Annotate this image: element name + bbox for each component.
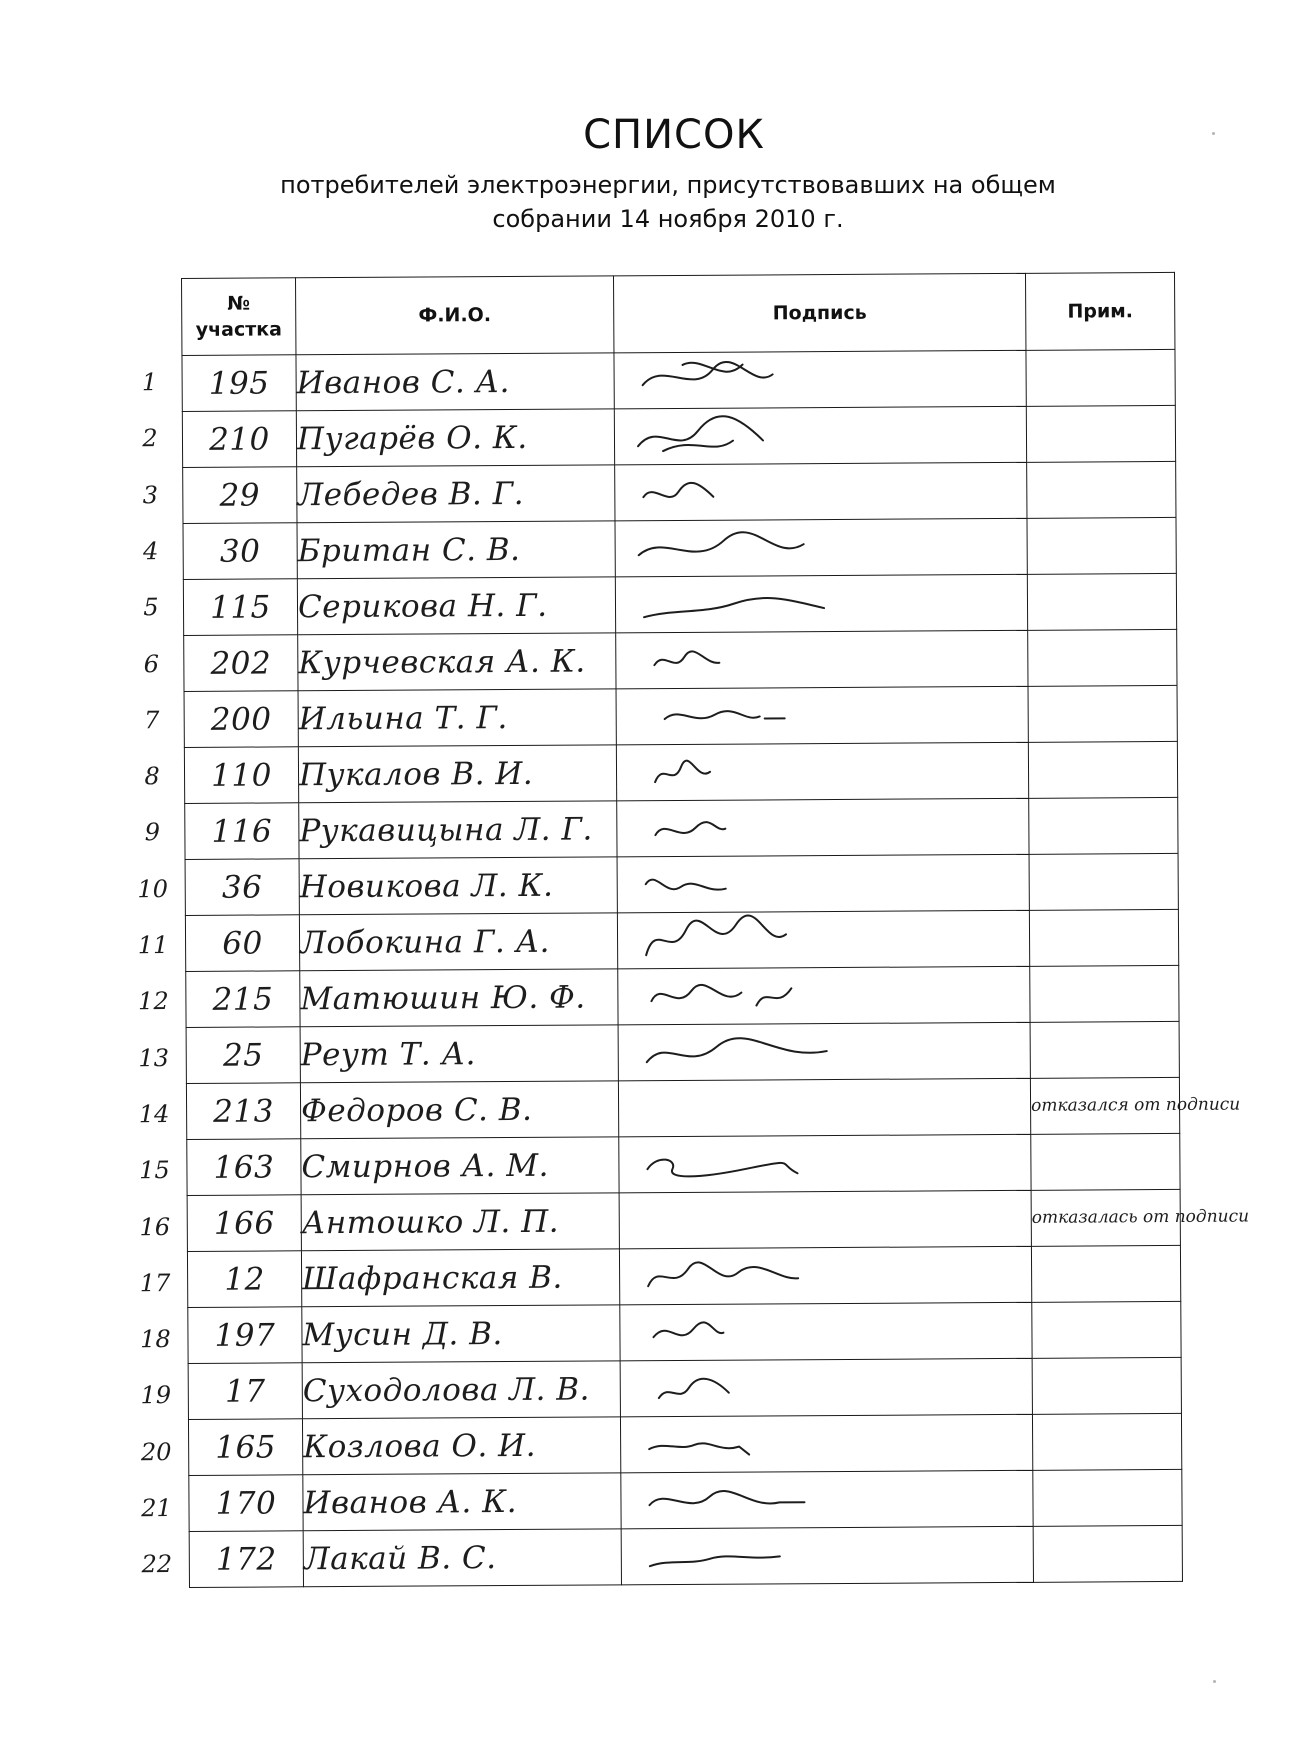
- signature-stroke: [646, 879, 726, 890]
- plot-number-cell: 165: [188, 1419, 302, 1476]
- table-row: [189, 1469, 1182, 1531]
- table-row: [183, 517, 1176, 579]
- signature-mark: [623, 410, 853, 461]
- full-name-cell: Пугарёв О. К.: [296, 409, 614, 467]
- signature-cell: [618, 966, 1030, 1025]
- table-row: [189, 1525, 1182, 1587]
- signature-stroke: [665, 711, 785, 719]
- row-number: 15: [139, 1156, 170, 1185]
- full-name-cell: Матюшин Ю. Ф.: [300, 969, 618, 1027]
- signature-cell: [617, 910, 1029, 969]
- signature-mark: [629, 1418, 859, 1469]
- signature-stroke: [655, 760, 710, 782]
- table-row: [183, 461, 1176, 523]
- signature-mark: [624, 578, 854, 629]
- note-cell: [1032, 1357, 1181, 1414]
- note-cell: [1028, 685, 1177, 742]
- signature-stroke: [638, 416, 763, 451]
- signature-cell: [618, 1022, 1030, 1081]
- table-row: [183, 573, 1176, 635]
- signature-stroke: [653, 1322, 723, 1337]
- signature-cell: [619, 1134, 1031, 1193]
- row-number: 2: [142, 424, 158, 453]
- signature-stroke: [654, 651, 719, 665]
- note-cell: отказался от подписи: [1030, 1077, 1179, 1134]
- row-number: 6: [143, 649, 160, 678]
- row-number: 9: [144, 818, 161, 847]
- note-cell: [1029, 853, 1178, 910]
- signature-mark: [626, 970, 856, 1021]
- full-name-cell: Курчевская А. К.: [298, 633, 616, 691]
- header-full-name: Ф.И.О.: [296, 276, 614, 355]
- full-name-cell: Антошко Л. П.: [301, 1193, 619, 1251]
- signature-mark: [626, 858, 856, 909]
- signature-mark: [625, 746, 855, 797]
- header-signature: Подпись: [613, 273, 1025, 353]
- plot-number-cell: 200: [184, 691, 298, 748]
- full-name-cell: Ильина Т. Г.: [298, 689, 616, 747]
- signature-stroke: [650, 1556, 780, 1566]
- signature-cell: [617, 854, 1029, 913]
- plot-number-cell: 30: [183, 523, 297, 580]
- row-number: 5: [143, 593, 159, 622]
- full-name-cell: Лебедев В. Г.: [297, 465, 615, 523]
- signature-stroke: [644, 598, 824, 618]
- plot-number-cell: 163: [187, 1139, 301, 1196]
- table-row: [185, 797, 1178, 859]
- row-number: 22: [141, 1550, 173, 1579]
- signature-cell: [616, 742, 1028, 801]
- note-cell: [1026, 349, 1175, 406]
- row-number: 19: [140, 1381, 172, 1410]
- note-cell: [1027, 517, 1176, 574]
- table-header-row: [182, 272, 1175, 355]
- full-name-cell: Мусин Д. В.: [302, 1305, 620, 1363]
- header-plot-number-line1: №: [227, 292, 251, 315]
- note-cell: [1030, 1021, 1179, 1078]
- note-cell: [1028, 741, 1177, 798]
- signature-stroke: [648, 1262, 798, 1286]
- note-cell: [1026, 405, 1175, 462]
- full-name-cell: Британ С. В.: [297, 521, 615, 579]
- signature-cell: [615, 518, 1027, 577]
- row-number: 14: [138, 1099, 170, 1129]
- row-number: 16: [139, 1212, 171, 1241]
- row-number: 1: [141, 368, 158, 397]
- document-subtitle: [193, 168, 1143, 236]
- row-number: 13: [138, 1043, 170, 1072]
- note-cell: [1029, 797, 1178, 854]
- full-name-cell: Пукалов В. И.: [298, 745, 616, 803]
- note-cell: [1033, 1525, 1182, 1582]
- signature-stroke: [655, 822, 725, 835]
- signature-mark: [630, 1530, 860, 1581]
- plot-number-cell: 195: [182, 355, 296, 412]
- signature-cell: [620, 1358, 1032, 1417]
- full-name-cell: Лобокина Г. А.: [299, 913, 617, 971]
- row-number: 3: [142, 480, 159, 509]
- table-body: [182, 349, 1250, 1587]
- plot-number-cell: 170: [189, 1475, 303, 1532]
- signature-mark: [624, 634, 854, 685]
- full-name-cell: Смирнов А. М.: [301, 1137, 619, 1195]
- signature-mark: [622, 354, 852, 405]
- full-name-cell: Серикова Н. Г.: [297, 577, 615, 635]
- plot-number-cell: 213: [186, 1083, 300, 1140]
- full-name-cell: Козлова О. И.: [302, 1417, 620, 1475]
- note-cell: [1032, 1301, 1181, 1358]
- signature-stroke: [649, 1443, 749, 1455]
- header-note: Прим.: [1025, 272, 1174, 350]
- signature-cell: [620, 1414, 1032, 1473]
- full-name-cell: Федоров С. В.: [300, 1081, 618, 1139]
- note-cell: [1027, 461, 1176, 518]
- signature-cell: [618, 1078, 1030, 1137]
- signature-mark: [627, 1026, 857, 1077]
- row-number: 10: [137, 874, 169, 903]
- signature-cell: [614, 350, 1026, 409]
- note-cell: отказалась от подписи: [1031, 1189, 1180, 1246]
- plot-number-cell: 172: [189, 1531, 303, 1588]
- row-number: 20: [140, 1437, 172, 1466]
- signature-cell: [616, 630, 1028, 689]
- full-name-cell: Иванов А. К.: [303, 1473, 621, 1531]
- signature-mark: [628, 1306, 858, 1357]
- table-row: [186, 965, 1179, 1027]
- plot-number-cell: 110: [184, 747, 298, 804]
- plot-number-cell: 60: [185, 915, 299, 972]
- signature-stroke: [643, 362, 773, 386]
- table-row: [182, 349, 1175, 411]
- full-name-cell: Рукавицына Л. Г.: [299, 801, 617, 859]
- plot-number-cell: 36: [185, 859, 299, 916]
- row-number: 11: [137, 931, 169, 960]
- plot-number-cell: 210: [182, 411, 296, 468]
- signature-mark: [629, 1474, 859, 1525]
- signature-cell: [615, 462, 1027, 521]
- table-row: [187, 1133, 1180, 1195]
- signature-mark: [629, 1362, 859, 1413]
- row-number: 21: [141, 1494, 172, 1523]
- row-number: 12: [138, 987, 169, 1016]
- signature-stroke: [647, 1159, 797, 1177]
- table-row: [184, 629, 1177, 691]
- row-number: 7: [143, 705, 160, 735]
- plot-number-cell: 12: [187, 1251, 301, 1308]
- signature-cell: [621, 1526, 1033, 1585]
- plot-number-cell: 115: [183, 579, 297, 636]
- signature-cell: [621, 1470, 1033, 1529]
- signature-cell: [615, 574, 1027, 633]
- note-cell: [1031, 1245, 1180, 1302]
- note-cell: [1029, 909, 1178, 966]
- signature-cell: [620, 1302, 1032, 1361]
- subtitle-line-2: собрании 14 ноября 2010 г.: [492, 205, 844, 233]
- signature-mark: [627, 1138, 857, 1189]
- full-name-cell: Иванов С. А.: [296, 353, 614, 411]
- note-cell: [1027, 573, 1176, 630]
- signature-stroke: [647, 1038, 827, 1062]
- table-row: [182, 405, 1175, 467]
- attendance-sheet: [137, 272, 1250, 1607]
- signature-mark: [623, 466, 853, 517]
- signature-stroke: [643, 483, 713, 497]
- signature-stroke: [651, 984, 791, 1006]
- full-name-cell: Шафранская В.: [301, 1249, 619, 1307]
- signature-stroke: [646, 915, 786, 955]
- table-row: [186, 1077, 1179, 1139]
- signature-cell: [619, 1190, 1031, 1249]
- plot-number-cell: 202: [184, 635, 298, 692]
- scan-speck: [1212, 132, 1215, 135]
- signature-mark: [624, 522, 854, 573]
- signature-mark: [625, 802, 855, 853]
- table-row: [188, 1413, 1181, 1475]
- table-row: [188, 1301, 1181, 1363]
- attendance-table: [181, 272, 1250, 1588]
- signature-cell: [617, 798, 1029, 857]
- full-name-cell: Реут Т. А.: [300, 1025, 618, 1083]
- row-number: 18: [140, 1325, 171, 1354]
- signature-cell: [614, 406, 1026, 465]
- signature-cell: [619, 1246, 1031, 1305]
- row-number: 8: [144, 762, 160, 791]
- table-row: [186, 1021, 1179, 1083]
- full-name-cell: Лакай В. С.: [303, 1529, 621, 1587]
- subtitle-line-1: потребителей электроэнергии, присутствовавших на общем: [280, 171, 1056, 199]
- signature-mark: [626, 914, 856, 965]
- table-row: [187, 1245, 1180, 1307]
- table-row: [184, 685, 1177, 747]
- plot-number-cell: 197: [188, 1307, 302, 1364]
- table-row: [188, 1357, 1181, 1419]
- row-number: 4: [142, 537, 159, 566]
- full-name-cell: Новикова Л. К.: [299, 857, 617, 915]
- full-name-cell: Суходолова Л. В.: [302, 1361, 620, 1419]
- plot-number-cell: 29: [183, 467, 297, 524]
- signature-stroke: [639, 532, 804, 555]
- signature-stroke: [659, 1379, 729, 1398]
- row-number: 17: [139, 1268, 171, 1298]
- signature-cell: [616, 686, 1028, 745]
- plot-number-cell: 166: [187, 1195, 301, 1252]
- header-plot-number: [182, 278, 296, 356]
- signature-stroke: [649, 1491, 804, 1506]
- table-row: [185, 853, 1178, 915]
- signature-mark: [628, 1250, 858, 1301]
- table-row: [185, 909, 1178, 971]
- plot-number-cell: 17: [188, 1363, 302, 1420]
- plot-number-cell: 215: [186, 971, 300, 1028]
- header-plot-number-line2: участка: [195, 318, 283, 341]
- note-cell: [1028, 629, 1177, 686]
- plot-number-cell: 116: [185, 803, 299, 860]
- note-cell: [1032, 1413, 1181, 1470]
- note-cell: [1030, 965, 1179, 1022]
- signature-mark: [625, 690, 855, 741]
- scan-speck: [1213, 1680, 1216, 1683]
- note-cell: [1033, 1469, 1182, 1526]
- plot-number-cell: 25: [186, 1027, 300, 1084]
- table-row: [187, 1189, 1180, 1251]
- table-row: [184, 741, 1177, 803]
- document-title: СПИСОК: [583, 112, 765, 158]
- note-cell: [1031, 1133, 1180, 1190]
